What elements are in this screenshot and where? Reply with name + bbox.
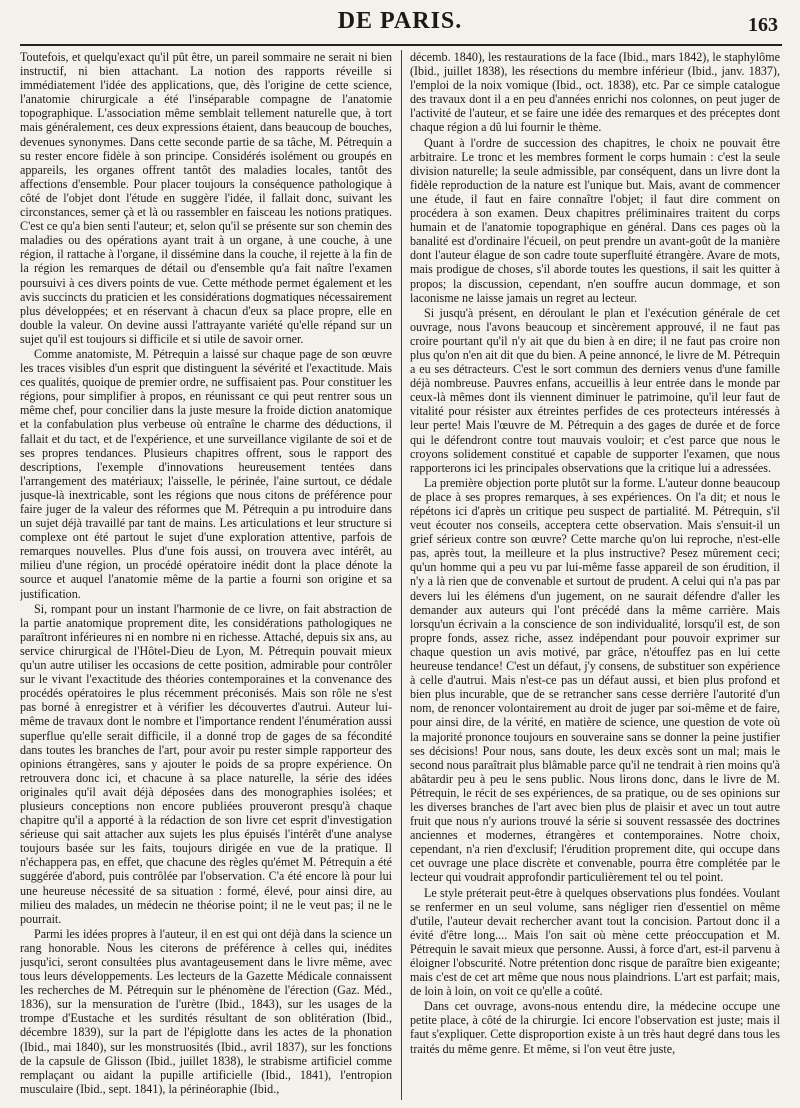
paragraph: Si, rompant pour un instant l'harmonie de ce livre, on fait abstraction de la partie anatomique proprement dite, les considérations pathologiques ne paraîtront inférieures ni en nombre ni en richesse. Attaché, depuis six ans, au service chirurgical de l'Hôtel-Dieu de Lyon, M. Pétrequin pouvait mieux qu'un autre utiliser les occasions de cette position, admirable pour contrôler sur le vivant l'exactitude des théories contemporaines et la convenance des procédés opératoires le plus récemment préconisés. Mais son rôle ne s'est pas borné à enregistrer et à vérifier les découvertes d'autrui. Auteur lui-même de travaux dont le nombre et l'importance rendent l'énumération aussi superflue qu'elle serait difficile, il a donné trop de gages de sa fécondité dans toutes les branches de l'art, pour avoir pu rester simple rapporteur des opinions étrangères, sans y ajouter le poids de sa propre expérience. On retrouvera donc ici, et chacune à sa place naturelle, la série des idées originales qu'il avait déjà déposées dans des monographies isolées; et plusieurs conceptions non encore publiées prouveront presqu'à chaque chapitre qu'il a apporté à la rédaction de son livre cet esprit d'investigation sérieuse qui sait attacher aux sujets les plus épuisés l'intérêt d'une analyse toujours basée sur les faits, toujours dirigée en vue de la pratique. Il n'échappera pas, en effet, que chacune des règles qu'émet M. Pétrequin a été suggérée d'abord, puis contrôlée par l'observation. C'a été encore là pour lui une heureuse nécessité de sa situation : formé, élevé, pour ainsi dire, au milieu des malades, un médecin ne théorise point; il ne le veut pas; il ne le pourrait. [20, 601, 392, 926]
left-column [20, 50, 392, 1100]
paragraph: Le style préterait peut-être à quelques observations plus fondées. Voulant se renfermer en un seul volume, sans négliger rien d'essentiel on même d'utile, l'auteur devait rechercher avant tout la concision. Partout donc il a évité d'être long.... Mais l'on sait où mène cette préoccupation et M. Pétrequin le savait mieux que personne. Aussi, à force d'art, est-il parvenu à éloigner l'obscurité. Notre prétention donc risque de paraître bien exigeante; mais c'est de cet art même que nous nous plaindrions. L'art est parfait; mais, de loin à loin, on voit ce qu'elle a coûté. [410, 885, 780, 999]
paragraph: Toutefois, et quelqu'exact qu'il pût être, un pareil sommaire ne serait ni bien instructif, ni bien attachant. La notion des rapports réveille si immédiatement l'idée des applications, que, dès l'origine de cette science, l'anatomie chirurgicale a été l'inséparable compagne de l'anatomie topographique. L'association même semblait tellement naturelle que, à tort mais généralement, ces deux expressions étaient, dans beaucoup de bouches, devenues synonymes. Dans cette seconde partie de sa tâche, M. Pétrequin a su rester encore fidèle à son principe. Considérés isolément ou groupés en appareils, les organes offrent tantôt des maladies locales, tantôt des affections d'ensemble. Pour placer toujours la conséquence pathologique à côté de l'objet dont l'étude en suggère l'idée, il fallait donc, suivant les circonstances, semer çà et là ou rassembler en faisceau les notions pratiques. C'est ce qu'a bien senti l'auteur; et, selon qu'il se présente sur son chemin des maladies ou des opérations ayant trait à un organe, à une couche, à une région, il rattache à l'organe, il dissémine dans la couche, il rejette à la fin de la région les remarques de détail ou d'ensemble qu'a fait naître l'examen poursuivi à ces divers points de vue. Cette méthode permet également et les avis succincts du praticien et les considérations dogmatiques nécessairement plus développées; et en réservant à chacun d'eux sa place propre, elle en double la valeur. On devine aussi l'attrayante variété qu'elle répand sur un sujet qu'il est toujours si difficile et si utile de savoir orner. [20, 50, 392, 346]
paragraph: Comme anatomiste, M. Pétrequin a laissé sur chaque page de son œuvre les traces visibles d'un esprit que distinguent la sévérité et l'exactitude. Mais ces qualités, quoique de premier ordre, ne suffisaient pas. Pour constituer les régions, pour simplifier à propos, en réunissant ce qui peut rentrer sous un même chef, pour concilier dans la juste mesure la froide diction anatomique et la confabulation plus verbeuse où entraîne le charme des déductions, il fallait et du tact, et de l'expérience, et une surveillance vigilante de soi et de ses propres tendances. Plusieurs chapitres offrent, sous le rapport des descriptions, l'exemple d'innovations heureusement tentées dans l'arrangement des matériaux; l'aisselle, le périnée, l'aine surtout, ce dédale jusque-là inextricable, sont les régions que nous citons de préférence pour faire juger de la valeur des réformes que M. Pétrequin a pu introduire dans un sujet déjà travaillé par tant de mains. Les articulations et leur structure si complexe ont été partout le sujet d'une exploration attentive, parfois de remarques nouvelles. Plus d'une fois aussi, on trouvera avec intérêt, au milieu d'une région, un procédé opératoire inédit dont la place dénote la source et auquel l'anatomie même de la partie a fourni son origine et sa justification. [20, 346, 392, 601]
page-header [0, 0, 800, 44]
paragraph: Parmi les idées propres à l'auteur, il en est qui ont déjà dans la science un rang honorable. Nous les citerons de préférence à celles qui, inédites jusqu'ici, seront consultées plus avantageusement dans le livre même, avec tous leurs développements. Les lecteurs de la Gazette Médicale connaissent les recherches de M. Pétrequin sur le phénomène de l'érection (Gaz. Méd., 1836), sur la mensuration de l'urètre (Ibid., 1843), sur les usages de la trompe d'Eustache et les surdités résultant de son oblitération (Ibid., décembre 1839), sur la part de l'épiglotte dans les actes de la phonation (Ibid., mai 1840), sur les monstruosités (Ibid., avril 1837), sur les fonctions de la capsule de Glisson (Ibid., juillet 1838), le strabisme artificiel comme remplaçant ou aidant la pupille artificielle (Ibid., 1841), l'entropion musculaire (Ibid., sept. 1841), la périnéoraphie (Ibid., [20, 926, 392, 1096]
page-title: DE PARIS. [337, 8, 463, 34]
right-column [410, 50, 780, 1100]
page-number: 163 [748, 14, 778, 36]
column-divider [401, 50, 402, 1100]
paragraph: décemb. 1840), les restaurations de la face (Ibid., mars 1842), le staphylôme (Ibid., juillet 1838), les résections du membre inférieur (Ibid., janv. 1837), l'emploi de la noix vomique (Ibid., oct. 1838), etc. Par ce simple catalogue des travaux dont il a en peu d'années enrichi nos colonnes, on peut juger de l'activité de l'auteur, et se faire une idée des remarques et des préceptes dont chaque région a dû lui fournir le thème. [410, 50, 780, 135]
header-rule [20, 44, 782, 46]
paragraph: Dans cet ouvrage, avons-nous entendu dire, la médecine occupe une petite place, à côté de la chirurgie. Ici encore l'observation est juste; mais il faut s'expliquer. Cette disproportion existe à un très haut degré dans tous les traités du même genre. Et même, si l'on veut être juste, [410, 999, 780, 1056]
paragraph: Si jusqu'à présent, en déroulant le plan et l'exécution générale de cet ouvrage, nous l'avons beaucoup et sincèrement approuvé, il ne faut pas croire pourtant qu'il n'y ait que du bien à en dire; il ne faut pas croire non plus qu'on n'en ait dit que du bien. A peine annoncé, le livre de M. Pétrequin a eu ses détracteurs. C'est le sort commun des derniers venus d'une famille déjà nombreuse. Pauvres enfans, accueillis à leur entrée dans le monde par ceux-là mêmes dont ils viennent diminuer le patrimoine, qu'il leur faut de vitalité pour résister aux étreintes perfides de ces protecteurs intéressés à leur perte! Mais l'œuvre de M. Pétrequin a des gages de durée et de force qui le défendront contre tout mauvais vouloir; et c'est parce que nous le croyons solidement constitué et capable de supporter l'examen, que nous rapporterons ici les principales observations que la critique lui a adressées. [410, 305, 780, 475]
paragraph: Quant à l'ordre de succession des chapitres, le choix ne pouvait être arbitraire. Le tronc et les membres forment le corps humain : c'est la seule division naturelle; la seule admissible, par conséquent, dans un livre dont la fidèle reproduction de la nature est l'unique but. Mais, avant de commencer une étude, il faut en faire connaître l'objet; il faut dire comment on procédera à son examen. Deux chapitres préliminaires traitent du corps humain et de l'anatomie topographique en général. Dans ces pages où la banalité est d'ordinaire l'écueil, on peut prendre un avant-goût de la manière dont l'auteur élague de son cadre toute superfluité étrangère. Avare de mots, mais prodigue de choses, s'il aborde toutes les questions, il sait les quitter à propos; la discussion, cependant, n'en souffre aucun dommage, et son laconisme ne laisse jamais un regret au lecteur. [410, 135, 780, 305]
paragraph: La première objection porte plutôt sur la forme. L'auteur donne beaucoup de place à ses propres remarques, à ses expériences. On l'a dit; et nous le répétons ici d'après un critique peu suspect de partialité. M. Pétrequin, s'il veut écouter nos conseils, acceptera cette observation. Mais s'ensuit-il un grief sérieux contre son œuvre? Cette marche qu'on lui reproche, n'est-elle pas, après tout, la meilleure et la plus instructive? Pesez mûrement ceci; qu'un homme qui a peu vu par lui-même fasse appareil de son érudition, il n'y a là rien que de convenable et surtout de prudent. A celui qui n'a pas par devers lui les élémens d'un jugement, on ne saurait défendre d'aller les demander aux auteurs qui l'ont précédé dans la même carrière. Mais lorsqu'un écrivain a la conscience de son individualité, lorsqu'il est, de son propre fonds, assez riche, assez indépendant pour pouvoir exprimer sur chaque question un avis motivé, par grâce, n'étouffez pas en lui cette heureuse tendance! C'est un défaut, j'y consens, de substituer son expérience à celle d'autrui. Mais n'est-ce pas un défaut aussi, et bien plus profond et bien plus incurable, que de se retrancher sans cesse derrière l'autorité d'un nom, de renoncer volontairement au droit de juger par soi-même et de faire, pour ainsi dire, de la vérité, en matière de science, une question de vote où la majorité prononce toujours en souveraine sans se donner la peine justifier ses décisions! Pour nous, sans doute, les deux excès sont un mal; mais le second nous paraîtrait plus blâmable parce qu'il ne tendrait à rien moins qu'à abâtardir peu à peu le sens public. Nous lirons donc, dans le livre de M. Pétrequin, le récit de ses expériences, de sa pratique, ou de ses opinions sur les diverses branches de l'art avec bien plus de plaisir et avec un tout autre fruit que nous n'y aurions trouvé la série si souvent ressassée des doctrines anciennes et modernes, étrangères et contemporaines. Notre choix, cependant, n'a rien d'exclusif; l'érudition proprement dite, qui occupe dans cet ouvrage une place discrète et convenable, pourra être complétée par le lecteur qui voudrait approfondir particulièrement tel ou tel point. [410, 475, 780, 885]
